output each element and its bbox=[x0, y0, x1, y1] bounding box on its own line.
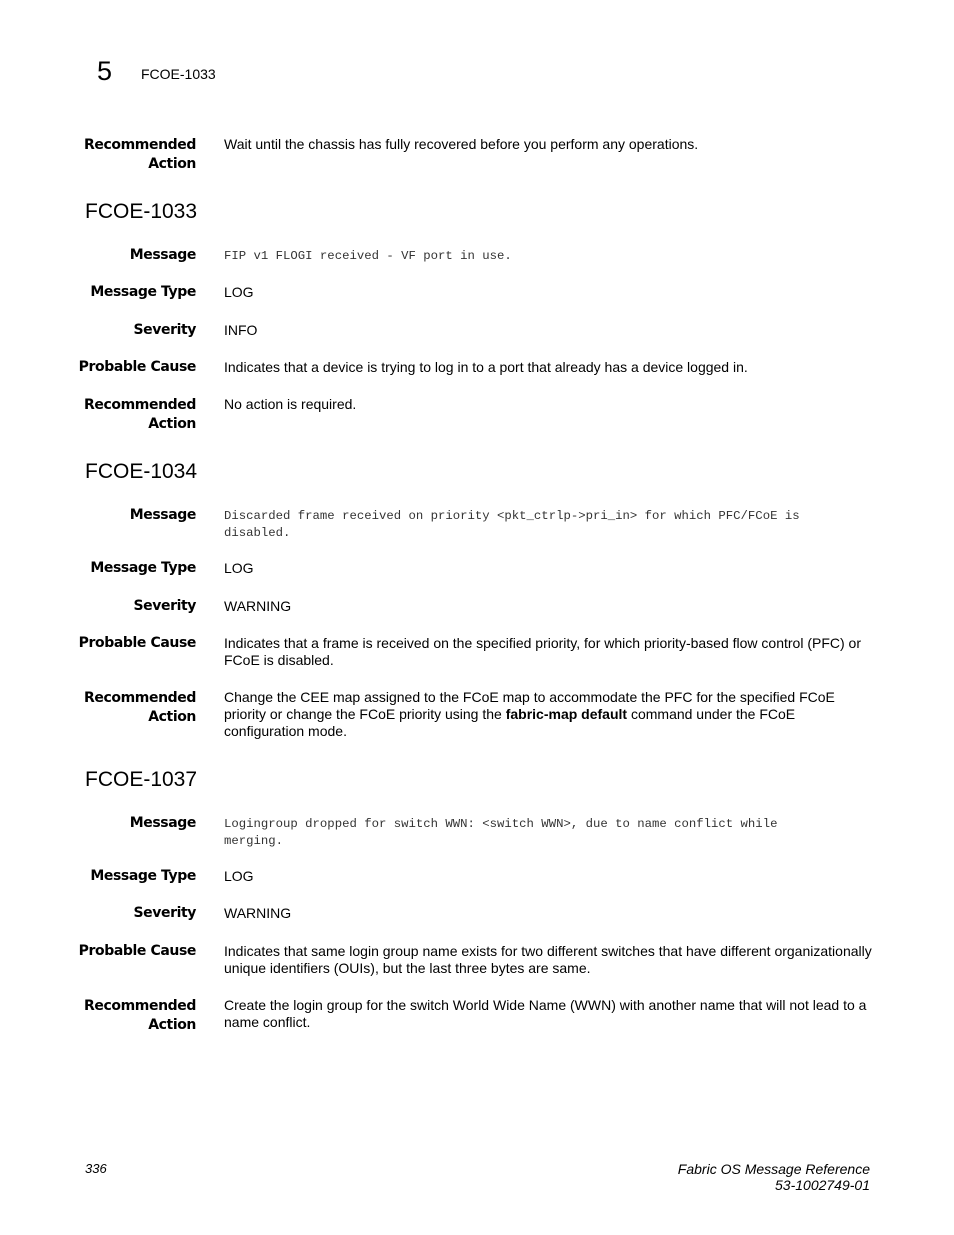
label-message: Message bbox=[129, 507, 196, 523]
message-type-value: LOG bbox=[224, 868, 254, 884]
recommended-action-text: Wait until the chassis has fully recovered before you perform any operations. bbox=[224, 136, 699, 152]
probable-cause-text: Indicates that same login group name exists for two different switches that have different organizationally unique identifiers (OUIs), but the last three bytes are same. bbox=[224, 943, 872, 976]
recommended-action-text: Change the CEE map assigned to the FCoE map to accommodate the PFC for the specified FCoE priority or change the FCoE priority using the fabric-map default command under the FCoE configuration mode. bbox=[224, 689, 835, 739]
label-recommended-action: Recommended Action bbox=[84, 690, 196, 725]
label-severity: Severity bbox=[133, 598, 196, 614]
label-recommended-action: Recommended Action bbox=[84, 998, 196, 1033]
label-probable-cause: Probable Cause bbox=[78, 943, 196, 959]
message-type-value: LOG bbox=[224, 284, 254, 300]
command-name: fabric-map default bbox=[505, 706, 628, 722]
label-severity: Severity bbox=[133, 322, 196, 338]
recommended-action-text: No action is required. bbox=[224, 396, 357, 412]
label-message: Message bbox=[129, 815, 196, 831]
label-recommended-action: Recommended Action bbox=[84, 137, 196, 172]
section-title-fcoe-1033: FCOE-1033 bbox=[85, 200, 198, 223]
severity-value: WARNING bbox=[224, 905, 292, 921]
chapter-number: 5 bbox=[97, 56, 113, 86]
label-severity: Severity bbox=[133, 905, 196, 921]
label-message-type: Message Type bbox=[90, 284, 196, 300]
doc-number: 53-1002749-01 bbox=[775, 1177, 870, 1193]
severity-value: WARNING bbox=[224, 598, 292, 614]
message-text: Discarded frame received on priority <pkt_ctrlp->pri_in> for which PFC/FCoE is disabled. bbox=[224, 509, 800, 540]
message-text: FIP v1 FLOGI received - VF port in use. bbox=[224, 249, 512, 263]
label-probable-cause: Probable Cause bbox=[78, 635, 196, 651]
label-probable-cause: Probable Cause bbox=[78, 359, 196, 375]
label-message: Message bbox=[129, 247, 196, 263]
probable-cause-text: Indicates that a device is trying to log in to a port that already has a device logged in. bbox=[224, 359, 748, 375]
label-message-type: Message Type bbox=[90, 560, 196, 576]
book-title: Fabric OS Message Reference bbox=[677, 1161, 870, 1177]
label-message-type: Message Type bbox=[90, 868, 196, 884]
probable-cause-text: Indicates that a frame is received on the specified priority, for which priority-based flow control (PFC) or FCoE is disabled. bbox=[224, 635, 861, 668]
message-type-value: LOG bbox=[224, 560, 254, 576]
running-header-title: FCOE-1033 bbox=[141, 66, 216, 82]
message-text: Logingroup dropped for switch WWN: <switch WWN>, due to name conflict while merging. bbox=[224, 817, 778, 848]
page-number: 336 bbox=[85, 1161, 107, 1176]
recommended-action-text: Create the login group for the switch World Wide Name (WWN) with another name that will not lead to a name conflict. bbox=[224, 997, 867, 1030]
severity-value: INFO bbox=[224, 322, 258, 338]
section-title-fcoe-1037: FCOE-1037 bbox=[85, 768, 198, 791]
label-recommended-action: Recommended Action bbox=[84, 397, 196, 432]
footer-book-info bbox=[678, 1161, 870, 1193]
section-title-fcoe-1034: FCOE-1034 bbox=[85, 460, 198, 483]
